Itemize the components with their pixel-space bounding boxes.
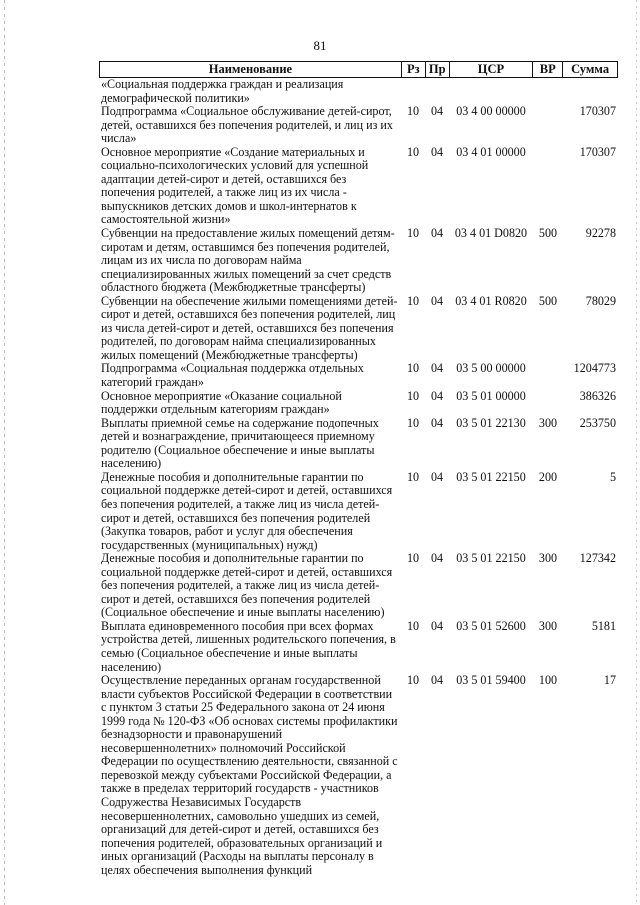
row-sum: 253750 [579, 415, 616, 430]
row-sum: 5 [609, 469, 616, 484]
row-rz: 10 [406, 618, 420, 633]
row-vr: 500 [538, 226, 558, 241]
row-name: Денежные пособия и дополнительные гарантии по социальной поддержке детей-сирот и детей, оставшихся без попечения родителей, а также лиц из числа детей-сирот и детей, оставшихся без попечения родителей (Закупка товаров, работ и услуг для обеспечения государственных (муниципальных) нужд) [101, 469, 393, 552]
row-sum [563, 78, 618, 105]
row-rz: 10 [406, 415, 420, 430]
row-csr: 03 5 01 00000 [456, 388, 526, 403]
row-sum: 1204773 [573, 361, 616, 376]
table-row [99, 417, 618, 471]
table-row [99, 105, 618, 146]
table-row [99, 471, 618, 552]
row-name: «Социальная поддержка граждан и реализация демографической политики» [101, 77, 344, 105]
row-pr: 04 [430, 388, 444, 403]
row-vr: 500 [538, 293, 558, 308]
header-vr: ВР [532, 62, 562, 77]
row-vr [533, 390, 563, 417]
row-pr: 04 [430, 469, 444, 484]
row-rz: 10 [406, 361, 420, 376]
table-row [99, 620, 618, 674]
row-vr: 300 [538, 618, 558, 633]
row-csr: 03 4 00 00000 [456, 104, 526, 119]
row-csr: 03 5 01 22130 [456, 415, 526, 430]
row-pr: 04 [430, 293, 444, 308]
row-rz: 10 [406, 388, 420, 403]
table-row [99, 295, 618, 363]
row-csr: 03 5 01 52600 [456, 618, 526, 633]
row-csr: 03 4 01 00000 [456, 144, 526, 159]
row-csr: 03 5 01 22150 [456, 551, 526, 566]
row-csr: 03 4 01 R0820 [455, 293, 527, 308]
row-name: Подпрограмма «Социальное обслуживание детей-сирот, детей, оставшихся без попечения родителей, и лиц из их числа» [101, 104, 393, 146]
row-pr: 04 [430, 415, 444, 430]
header-csr: ЦСР [449, 62, 533, 77]
row-name: Денежные пособия и дополнительные гарантии по социальной поддержке детей-сирот и детей, оставшихся без попечения родителей, а также лиц из числа детей-сирот и детей, оставшихся без попечения родителей (Социальное обеспечение и иные выплаты населению) [101, 551, 393, 620]
row-csr: 03 4 01 D0820 [454, 226, 528, 241]
row-pr [425, 78, 449, 105]
row-csr: 03 5 01 59400 [456, 673, 526, 688]
scan-edge-right [636, 0, 637, 905]
scan-edge-left [4, 0, 5, 905]
row-csr: 03 5 01 22150 [456, 469, 526, 484]
row-sum: 127342 [579, 551, 616, 566]
row-pr: 04 [430, 104, 444, 119]
row-name: Подпрограмма «Социальная поддержка отдельных категорий граждан» [101, 361, 364, 390]
budget-table [99, 61, 618, 877]
row-rz: 10 [406, 293, 420, 308]
table-row [99, 146, 618, 227]
row-rz: 10 [406, 469, 420, 484]
row-name: Субвенции на обеспечение жилыми помещениями детей-сирот и детей, оставшихся без попечения родителей, лиц из числа детей-сирот и детей, оставшихся без попечения родителей, по договорам найма специализированных жилых помещений (Межбюджетные трансферты) [101, 293, 398, 362]
row-sum: 5181 [591, 618, 616, 633]
table-body [99, 78, 618, 877]
row-name: Основное мероприятие «Создание материальных и социально-психологических условий для успешной адаптации детей-сирот и детей, оставшихся без попечения родителей, а также лиц из их числа - выпускников детских домов и школ-интернатов к самостоятельной жизни» [101, 144, 369, 227]
table-row [99, 674, 618, 877]
row-vr [533, 146, 563, 227]
row-rz: 10 [406, 226, 420, 241]
row-sum: 17 [603, 673, 616, 688]
row-vr [533, 105, 563, 146]
row-sum: 92278 [585, 226, 616, 241]
row-vr: 200 [538, 469, 558, 484]
page-number: 81 [313, 38, 327, 53]
row-pr: 04 [430, 361, 444, 376]
row-pr: 04 [430, 144, 444, 159]
row-vr [533, 78, 563, 105]
header-rz: Рз [401, 62, 425, 77]
header-name: Наименование [208, 62, 293, 76]
row-name: Выплата единовременного пособия при всех формах устройства детей, лишенных родительского попечения, в семью (Социальное обеспечение и иные выплаты населению) [101, 618, 396, 674]
row-csr [449, 78, 533, 105]
row-sum: 386326 [579, 388, 616, 403]
row-csr: 03 5 00 00000 [456, 361, 526, 376]
table-row [99, 390, 618, 417]
row-pr: 04 [430, 226, 444, 241]
row-pr: 04 [430, 618, 444, 633]
table-row [99, 78, 618, 105]
row-name: Выплаты приемной семье на содержание подопечных детей и вознаграждение, причитающееся приемному родителю (Социальное обеспечение и иные выплаты населению) [101, 415, 379, 471]
row-rz: 10 [406, 673, 420, 688]
row-pr: 04 [430, 673, 444, 688]
row-sum: 170307 [579, 144, 616, 159]
header-pr: Пр [425, 62, 449, 77]
row-vr: 300 [538, 415, 558, 430]
row-name: Осуществление переданных органам государственной власти субъектов Российской Федерации в соответствии с пунктом 3 статьи 25 Федерального закона от 24 июня 1999 года № 120-ФЗ «Об основах системы профилактики безнадзорности и правонарушений несовершеннолетних» полномочий Российской Федерации по осуществлению деятельности, связанной с перевозкой между субъектами Российской Федерации, а также в пределах территорий государств - участников Содружества Независимых Государств несовершеннолетних, самовольно ушедших из семей, организаций для детей-сирот и детей, оставшихся без попечения родителей, образовательных организаций и иных организаций (Расходы на выплаты персоналу в целях обеспечения выполнения функций [101, 673, 398, 877]
row-pr: 04 [430, 551, 444, 566]
row-vr [533, 362, 563, 389]
row-rz: 10 [406, 551, 420, 566]
row-rz: 10 [406, 104, 420, 119]
table-row [99, 362, 618, 389]
table-header [99, 61, 618, 78]
table-row [99, 552, 618, 620]
row-name: Основное мероприятие «Оказание социальной поддержки отдельным категориям граждан» [101, 388, 342, 417]
row-rz [401, 78, 425, 105]
row-name: Субвенции на предоставление жилых помещений детям-сиротам и детям, оставшимся без попечения родителей, лицам из их числа по договорам найма специализированных жилых помещений за счет средств областного бюджета (Межбюджетные трансферты) [101, 226, 395, 295]
table-row [99, 227, 618, 295]
row-vr: 300 [538, 551, 558, 566]
row-rz: 10 [406, 144, 420, 159]
row-sum: 78029 [585, 293, 616, 308]
row-sum: 170307 [579, 104, 616, 119]
header-sum: Сумма [562, 62, 617, 77]
row-vr: 100 [538, 673, 558, 688]
